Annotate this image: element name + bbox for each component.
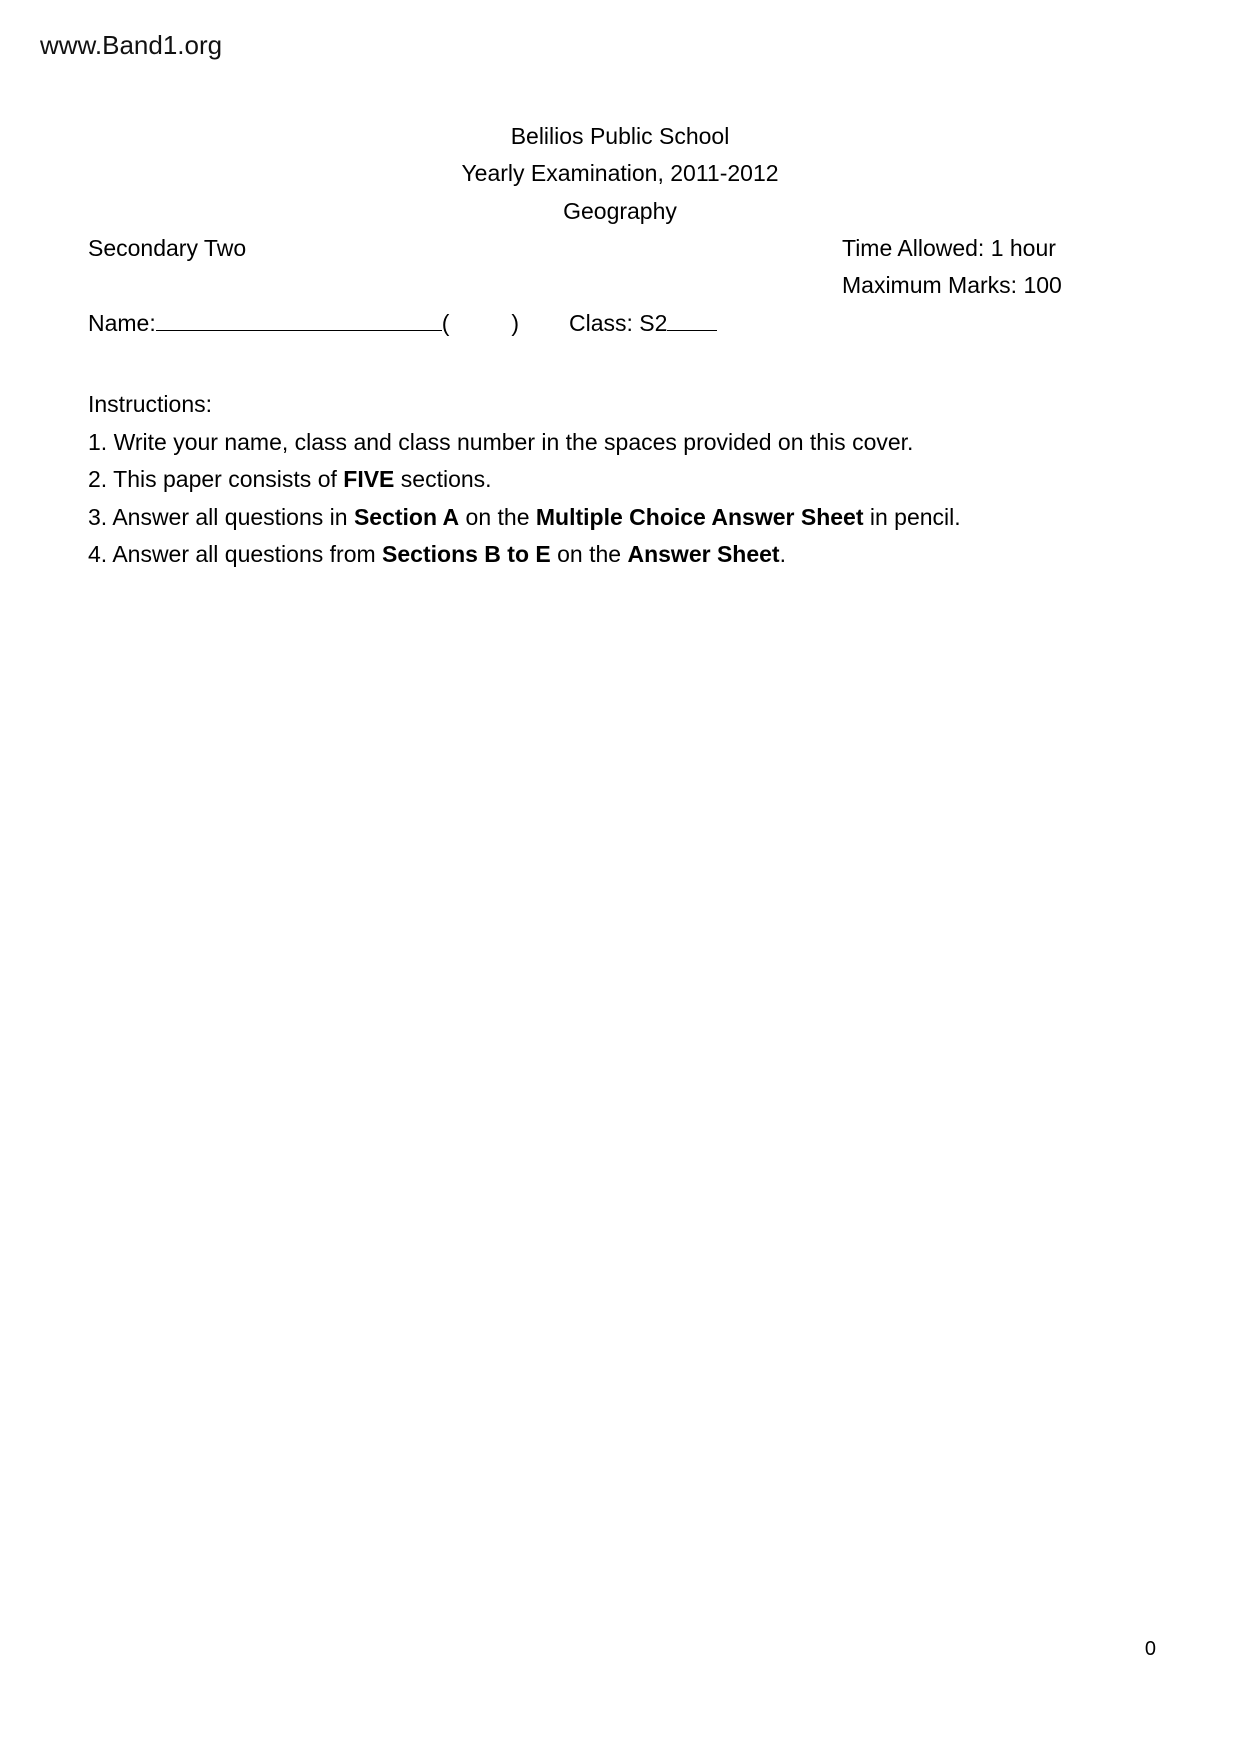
page-number: 0 [1144,1638,1156,1660]
subject-title: Geography [563,198,677,224]
maximum-marks: Maximum Marks: 100 [842,272,1062,298]
school-name: Belilios Public School [510,123,730,149]
instruction-item-2 [88,461,961,499]
instruction-text: in pencil. [863,503,961,530]
watermark-text: www.Band1.org [40,30,223,60]
instruction-emphasis: Answer Sheet [627,541,780,567]
class-number-close-paren: ) [511,310,520,336]
time-allowed: Time Allowed: 1 hour [842,235,1056,261]
instructions-block [88,386,961,574]
class-row [569,310,717,337]
name-row [88,310,519,337]
instruction-item-3 [88,499,961,537]
instructions-title: Instructions: [88,391,212,417]
instruction-emphasis: Section A [353,503,460,530]
level-label: Secondary Two [88,235,247,261]
exam-title: Yearly Examination, 2011-2012 [461,160,779,186]
instruction-text: This paper consists of [113,466,344,492]
instruction-text: Answer all questions in [112,503,354,530]
instruction-text: Answer all questions from [112,541,383,567]
instruction-text: on the [550,541,628,567]
instruction-emphasis: FIVE [343,466,395,492]
instruction-text: sections. [394,466,492,492]
class-label: Class: S2 [569,310,668,336]
class-blank[interactable] [667,329,717,331]
instruction-number: 2. [88,466,108,492]
name-blank[interactable] [156,329,442,331]
instruction-emphasis: Sections B to E [382,541,551,567]
instruction-number: 4. [88,541,108,567]
instruction-number: 3. [88,503,108,530]
class-number-open-paren: ( [441,310,450,336]
instruction-item-4 [88,536,961,574]
instruction-text: on the [459,503,536,530]
instruction-emphasis: Multiple Choice Answer Sheet [535,503,864,530]
instruction-item-1 [88,424,961,462]
instruction-text: Write your name, class and class number in the spaces provided on this cover. [113,428,914,455]
name-label: Name: [88,310,156,336]
instruction-number: 1. [88,428,108,455]
instruction-text: . [779,541,786,567]
